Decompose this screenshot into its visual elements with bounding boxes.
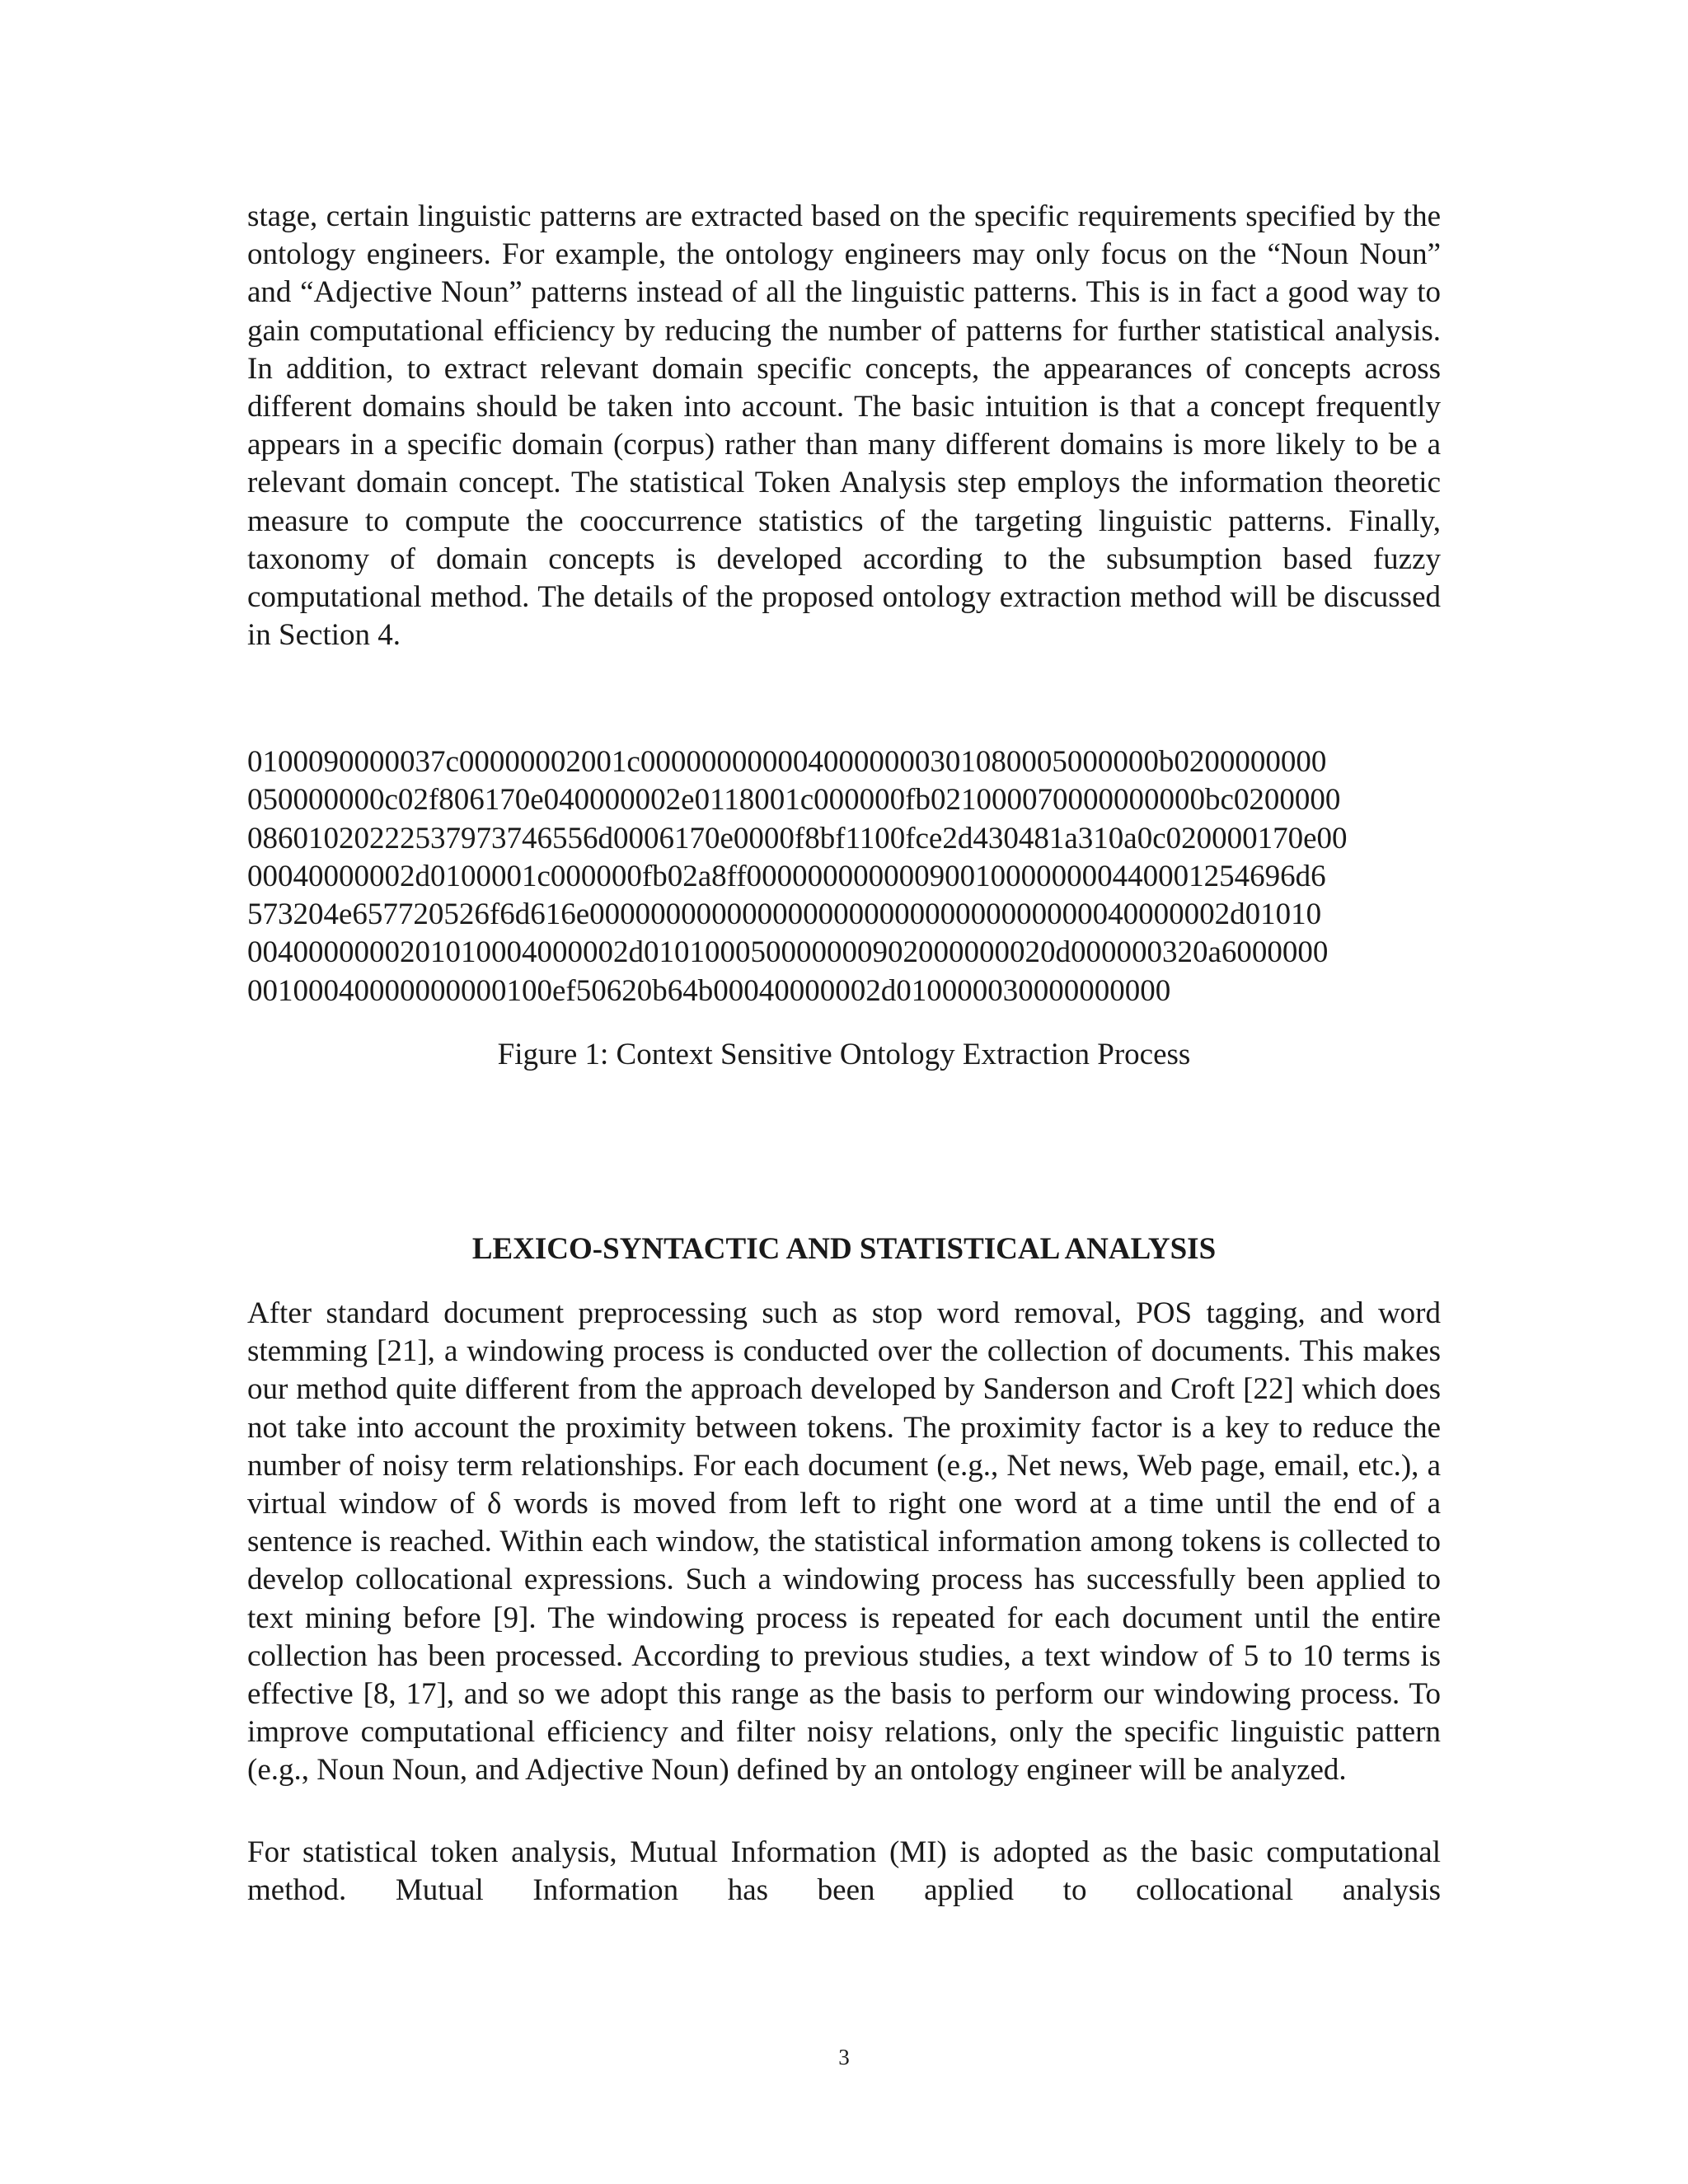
figure-caption: Figure 1: Context Sensitive Ontology Extraction Process [497,1038,1191,1071]
hex-line: 0100090000037c00000002001c0000000000040000000301080005000000b0200000000 [247,745,1327,779]
hex-line: 08601020222537973746556d0006170e0000f8bf1100fce2d430481a310a0c020000170e00 [247,821,1348,855]
body-paragraph-1: stage, certain linguistic patterns are extracted based on the specific requirements specified by the ontology engineers. For example, the ontology engineers may only focus on the “Noun Noun” and “Adjective Noun” patterns instead of all the linguistic patterns. This is in fact a good way to gain computational efficiency by reducing the number of patterns for further statistical analysis. In addition, to extract relevant domain specific concepts, the appearances of concepts across different domains should be taken into account. The basic intuition is that a concept frequently appears in a specific domain (corpus) rather than many different domains is more likely to be a relevant domain concept. The statistical Token Analysis step employs the information theoretic measure to compute the cooccurrence statistics of the targeting linguistic patterns. Finally, taxonomy of domain concepts is developed according to the subsumption based fuzzy computational method. The details of the proposed ontology extraction method will be discussed in Section 4. [247,199,1441,653]
paragraph-mutual-information [247,1834,1441,1910]
page-number: 3 [838,2045,850,2069]
hex-line: 00100040000000000100ef50620b64b00040000002d010000030000000000 [247,973,1171,1008]
paragraph-stage [247,198,1441,654]
hex-line: 0040000000201010004000002d010100050000000902000000020d000000320a6000000 [247,935,1329,970]
section-heading: LEXICO-SYNTACTIC AND STATISTICAL ANALYSIS [471,1232,1217,1266]
paragraph-windowing [247,1295,1441,1790]
hex-line: 573204e657720526f6d616e000000000000000000000000000000000040000002d01010 [247,898,1322,932]
figure-placeholder-hex [247,743,1484,1010]
hex-line: 00040000002d0100001c000000fb02a8ff000000000000900100000000440001254696d6 [247,859,1326,893]
body-paragraph-2: After standard document preprocessing such as stop word removal, POS tagging, and word stemming [21], a windowing process is conducted over the collection of documents. This makes our method quite different from the approach developed by Sanderson and Croft [22] which does not take into account the proximity between tokens. The proximity factor is a key to reduce the number of noisy term relationships. For each document (e.g., Net news, Web page, email, etc.), a virtual window of δ words is moved from left to right one word at a time until the end of a sentence is reached. Within each window, the statistical information among tokens is collected to develop collocational expressions. Such a windowing process has successfully been applied to text mining before [9]. The windowing process is repeated for each document until the entire collection has been processed. According to previous studies, a text window of 5 to 10 terms is effective [8, 17], and so we adopt this range as the basis to perform our windowing process. To improve computational efficiency and filter noisy relations, only the specific linguistic pattern (e.g., Noun Noun, and Adjective Noun) defined by an ontology engineer will be analyzed. [247,1296,1441,1788]
body-paragraph-3: For statistical token analysis, Mutual Information (MI) is adopted as the basic computational method. Mutual Information has been applied to collocational analysis [247,1835,1441,1908]
hex-line: 050000000c02f806170e040000002e0118001c000000fb021000070000000000bc0200000 [247,783,1341,818]
